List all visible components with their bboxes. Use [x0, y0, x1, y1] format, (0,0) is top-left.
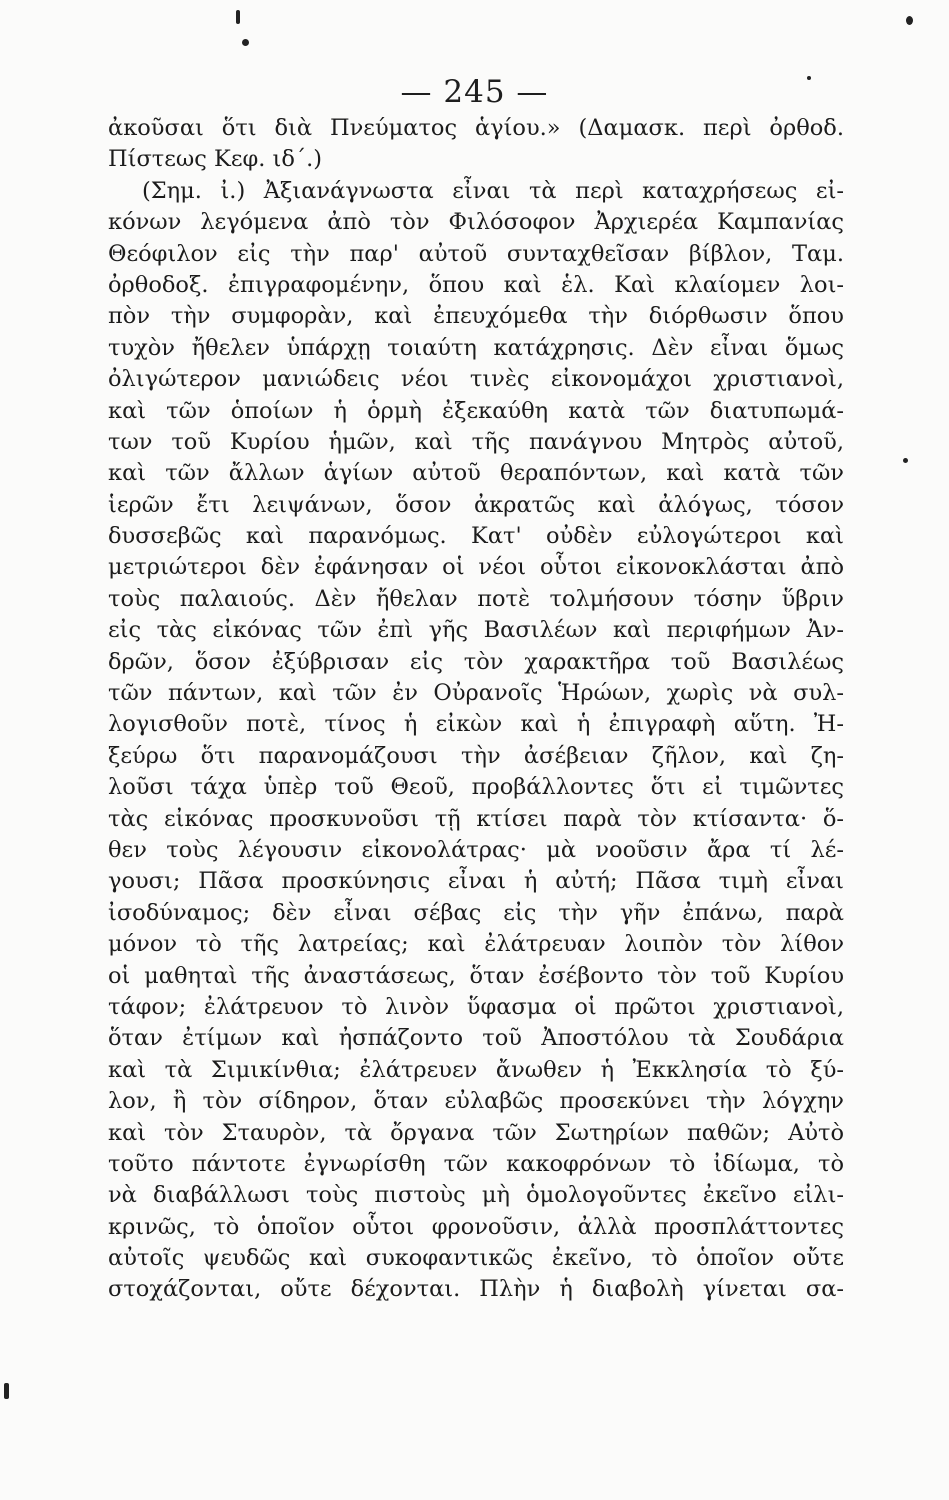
print-speck	[236, 10, 240, 24]
text-line: καὶ τὰ Σιμικίνθια; ἐλάτρευεν ἄνωθεν ἡ Ἐκκλησία τὸ ξύ-	[108, 1056, 844, 1083]
text-line: των τοῦ Κυρίου ἡμῶν, καὶ τῆς πανάγνου Μητρὸς αὐτοῦ,	[108, 428, 844, 455]
page-number: — 245 —	[400, 74, 549, 110]
text-line: μετριώτεροι δὲν ἐφάνησαν οἱ νέοι οὗτοι εἰκονοκλάσται ἀπὸ	[108, 554, 844, 581]
text-line: (Σημ. ἰ.) Ἀξιανάγνωστα εἶναι τὰ περὶ καταχρήσεως εἰ-	[142, 177, 844, 204]
text-line: ξεύρω ὅτι παρανομάζουσι τὴν ἀσέβειαν ζῆλον, καὶ ζη-	[108, 742, 844, 769]
print-speck	[4, 1383, 9, 1399]
text-line: στοχάζονται, οὔτε δέχονται. Πλὴν ἡ διαβολὴ γίνεται σα-	[108, 1276, 844, 1303]
text-line: δυσσεβῶς καὶ παρανόμως. Κατ' οὐδὲν εὐλογώτεροι καὶ	[108, 523, 844, 550]
text-line: τὰς εἰκόνας προσκυνοῦσι τῇ κτίσει παρὰ τὸν κτίσαντα· ὅ-	[108, 805, 844, 832]
text-line: οἱ μαθηταὶ τῆς ἀναστάσεως, ὅταν ἐσέβοντο τὸν τοῦ Κυρίου	[108, 962, 844, 989]
text-line: Πίστεως Κεφ. ιδ΄.)	[108, 146, 323, 173]
text-line: κόνων λεγόμενα ἀπὸ τὸν Φιλόσοφον Ἀρχιερέα Καμπανίας	[108, 209, 844, 236]
text-line: κρινῶς, τὸ ὁποῖον οὗτοι φρονοῦσιν, ἀλλὰ προσπλάττοντες	[108, 1213, 844, 1240]
print-speck	[903, 458, 908, 463]
text-line: αὐτοῖς ψευδῶς καὶ συκοφαντικῶς ἐκεῖνο, τὸ ὁποῖον οὔτε	[108, 1245, 844, 1272]
text-line: Θεόφιλον εἰς τὴν παρ' αὐτοῦ συνταχθεῖσαν βίβλον, Ταμ.	[108, 240, 844, 267]
text-line: τάφον; ἐλάτρευον τὸ λινὸν ὕφασμα οἱ πρῶτοι χριστιανοὶ,	[108, 993, 844, 1020]
text-line: θεν τοὺς λέγουσιν εἰκονολάτρας· μὰ νοοῦσιν ἄρα τί λέ-	[108, 836, 844, 863]
text-line: δρῶν, ὅσον ἐξύβρισαν εἰς τὸν χαρακτῆρα τοῦ Βασιλέως	[108, 648, 844, 675]
text-line: εἰς τὰς εἰκόνας τῶν ἐπὶ γῆς Βασιλέων καὶ περιφήμων Ἀν-	[108, 617, 844, 644]
text-line: λοῦσι τάχα ὑπὲρ τοῦ Θεοῦ, προβάλλοντες ὅτι εἰ τιμῶντες	[108, 774, 844, 801]
text-line: τυχὸν ἤθελεν ὑπάρχῃ τοιαύτη κατάχρησις. Δὲν εἶναι ὅμως	[108, 334, 844, 361]
text-line: νὰ διαβάλλωσι τοὺς πιστοὺς μὴ ὁμολογοῦντες ἐκεῖνο εἰλι-	[108, 1182, 844, 1209]
text-line: μόνον τὸ τῆς λατρείας; καὶ ἐλάτρευαν λοιπὸν τὸν λίθον	[108, 931, 844, 958]
text-line: καὶ τῶν ἄλλων ἁγίων αὐτοῦ θεραπόντων, καὶ κατὰ τῶν	[108, 460, 844, 487]
text-line: γουσι; Πᾶσα προσκύνησις εἶναι ἡ αὐτή; Πᾶσα τιμὴ εἶναι	[108, 868, 844, 895]
body-text	[108, 113, 844, 1306]
text-line: πὸν τὴν συμφορὰν, καὶ ἐπευχόμεθα τὴν διόρθωσιν ὅπου	[108, 303, 844, 330]
text-line: καὶ τὸν Σταυρὸν, τὰ ὄργανα τῶν Σωτηρίων παθῶν; Αὐτὸ	[108, 1119, 844, 1146]
text-line: λογισθοῦν ποτὲ, τίνος ἡ εἰκὼν καὶ ἡ ἐπιγραφὴ αὕτη. Ἠ-	[108, 711, 844, 738]
text-line: ὅταν ἐτίμων καὶ ἠσπάζοντο τοῦ Ἀποστόλου τὰ Σουδάρια	[108, 1025, 844, 1052]
text-line: ὀλιγώτερον μανιώδεις νέοι τινὲς εἰκονομάχοι χριστιανοὶ,	[108, 366, 844, 393]
text-line: ἀκοῦσαι ὅτι διὰ Πνεύματος ἁγίου.» (Δαμασκ. περὶ ὀρθοδ.	[108, 115, 844, 141]
text-line: ἰσοδύναμος; δὲν εἶναι σέβας εἰς τὴν γῆν ἐπάνω, παρὰ	[108, 899, 844, 926]
print-speck	[906, 16, 913, 25]
text-line: καὶ τῶν ὁποίων ἡ ὁρμὴ ἐξεκαύθη κατὰ τῶν διατυπωμά-	[108, 397, 844, 424]
text-line: ὀρθοδοξ. ἐπιγραφομένην, ὅπου καὶ ἑλ. Καὶ κλαίομεν λοι-	[108, 271, 844, 298]
text-line: τῶν πάντων, καὶ τῶν ἐν Οὐρανοῖς Ἡρώων, χωρὶς νὰ συλ-	[108, 680, 844, 707]
text-line: τοὺς παλαιούς. Δὲν ἤθελαν ποτὲ τολμήσουν τόσην ὕβριν	[108, 585, 844, 612]
text-line: λον, ἢ τὸν σίδηρον, ὅταν εὐλαβῶς προσεκύνει τὴν λόγχην	[108, 1088, 844, 1115]
print-speck	[242, 39, 249, 46]
text-line: τοῦτο πάντοτε ἐγνωρίσθη τῶν κακοφρόνων τὸ ἰδίωμα, τὸ	[108, 1150, 844, 1177]
text-line: ἱερῶν ἔτι λειψάνων, ὅσον ἀκρατῶς καὶ ἀλόγως, τόσον	[108, 491, 844, 518]
